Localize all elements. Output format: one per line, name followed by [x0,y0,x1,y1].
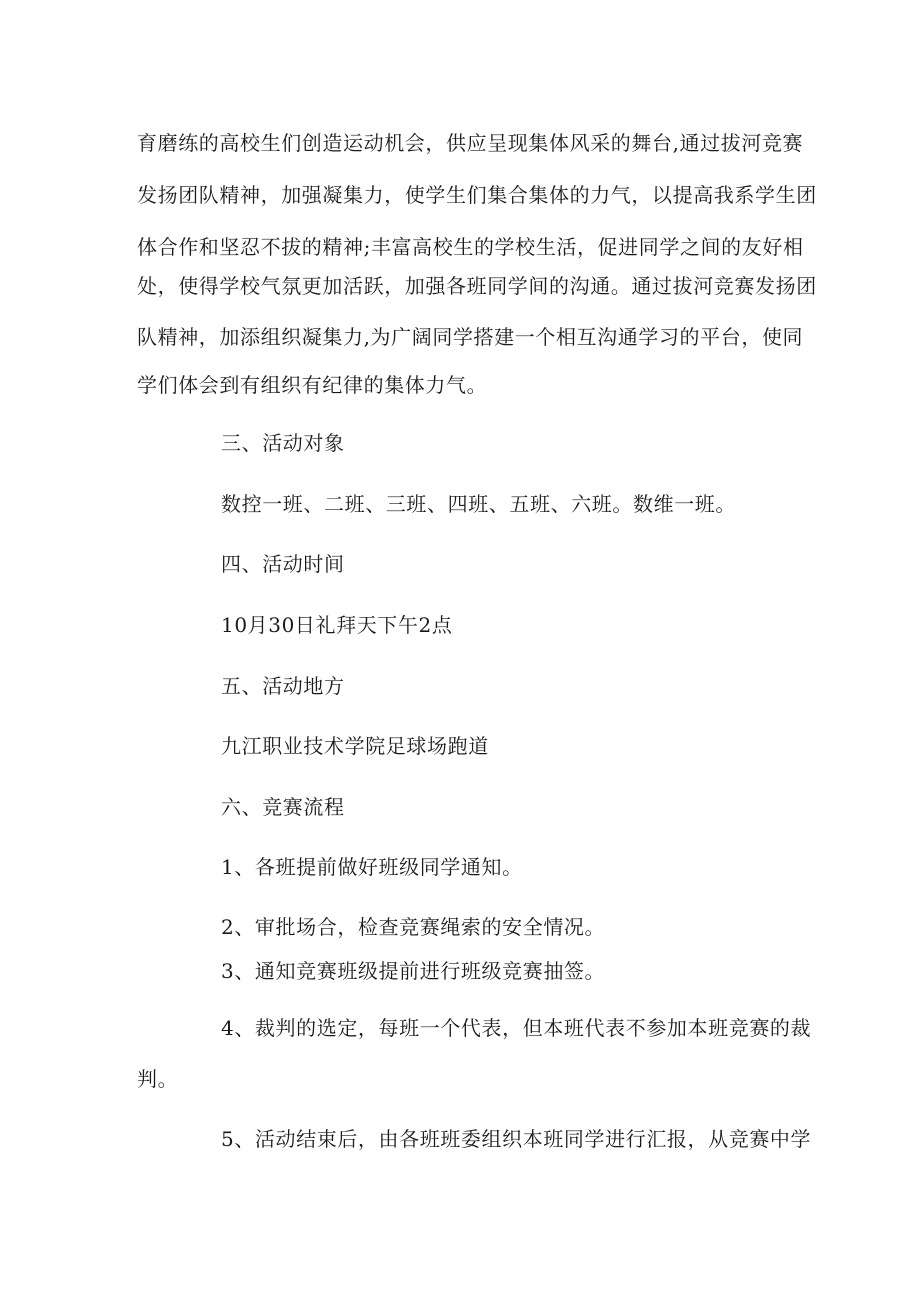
intro-paragraph-line: 育磨练的高校生们创造运动机会，供应呈现集体风采的舞台,通过拔河竞赛 [137,131,804,155]
section-heading-location: 五、活动地方 [221,674,345,698]
procedure-step: 1、各班提前做好班级同学通知。 [221,855,523,879]
participants-text: 数控一班、二班、三班、四班、五班、六班。数维一班。 [221,492,736,516]
procedure-step: 5、活动结束后，由各班班委组织本班同学进行汇报，从竞赛中学 [221,1127,812,1151]
intro-paragraph-line: 学们体会到有组织有纪律的集体力气。 [137,373,488,397]
location-text: 九江职业技术学院足球场跑道 [221,734,489,758]
intro-paragraph-line: 处，使得学校气氛更加活跃，加强各班同学间的沟通。通过拔河竞赛发扬团 [137,274,817,298]
procedure-step-continuation: 判。 [137,1067,179,1091]
intro-paragraph-line: 发扬团队精神，加强凝集力，使学生们集合集体的力气，以提高我系学生团 [137,183,817,207]
section-heading-procedure: 六、竞赛流程 [221,795,345,819]
procedure-step: 3、通知竞赛班级提前进行班级竞赛抽签。 [221,959,606,983]
procedure-step: 2、审批场合，检查竞赛绳索的安全情况。 [221,915,606,939]
intro-paragraph-line: 队精神，加添组织凝集力,为广阔同学搭建一个相互沟通学习的平台，使同 [137,325,804,349]
procedure-step: 4、裁判的选定，每班一个代表，但本班代表不参加本班竞赛的裁 [221,1016,812,1040]
section-heading-participants: 三、活动对象 [221,431,345,455]
section-heading-time: 四、活动时间 [221,552,345,576]
intro-paragraph-line: 体合作和坚忍不拔的精神;丰富高校生的学校生活，促进同学之间的友好相 [137,235,804,259]
time-text: 10月30日礼拜天下午2点 [221,613,453,637]
